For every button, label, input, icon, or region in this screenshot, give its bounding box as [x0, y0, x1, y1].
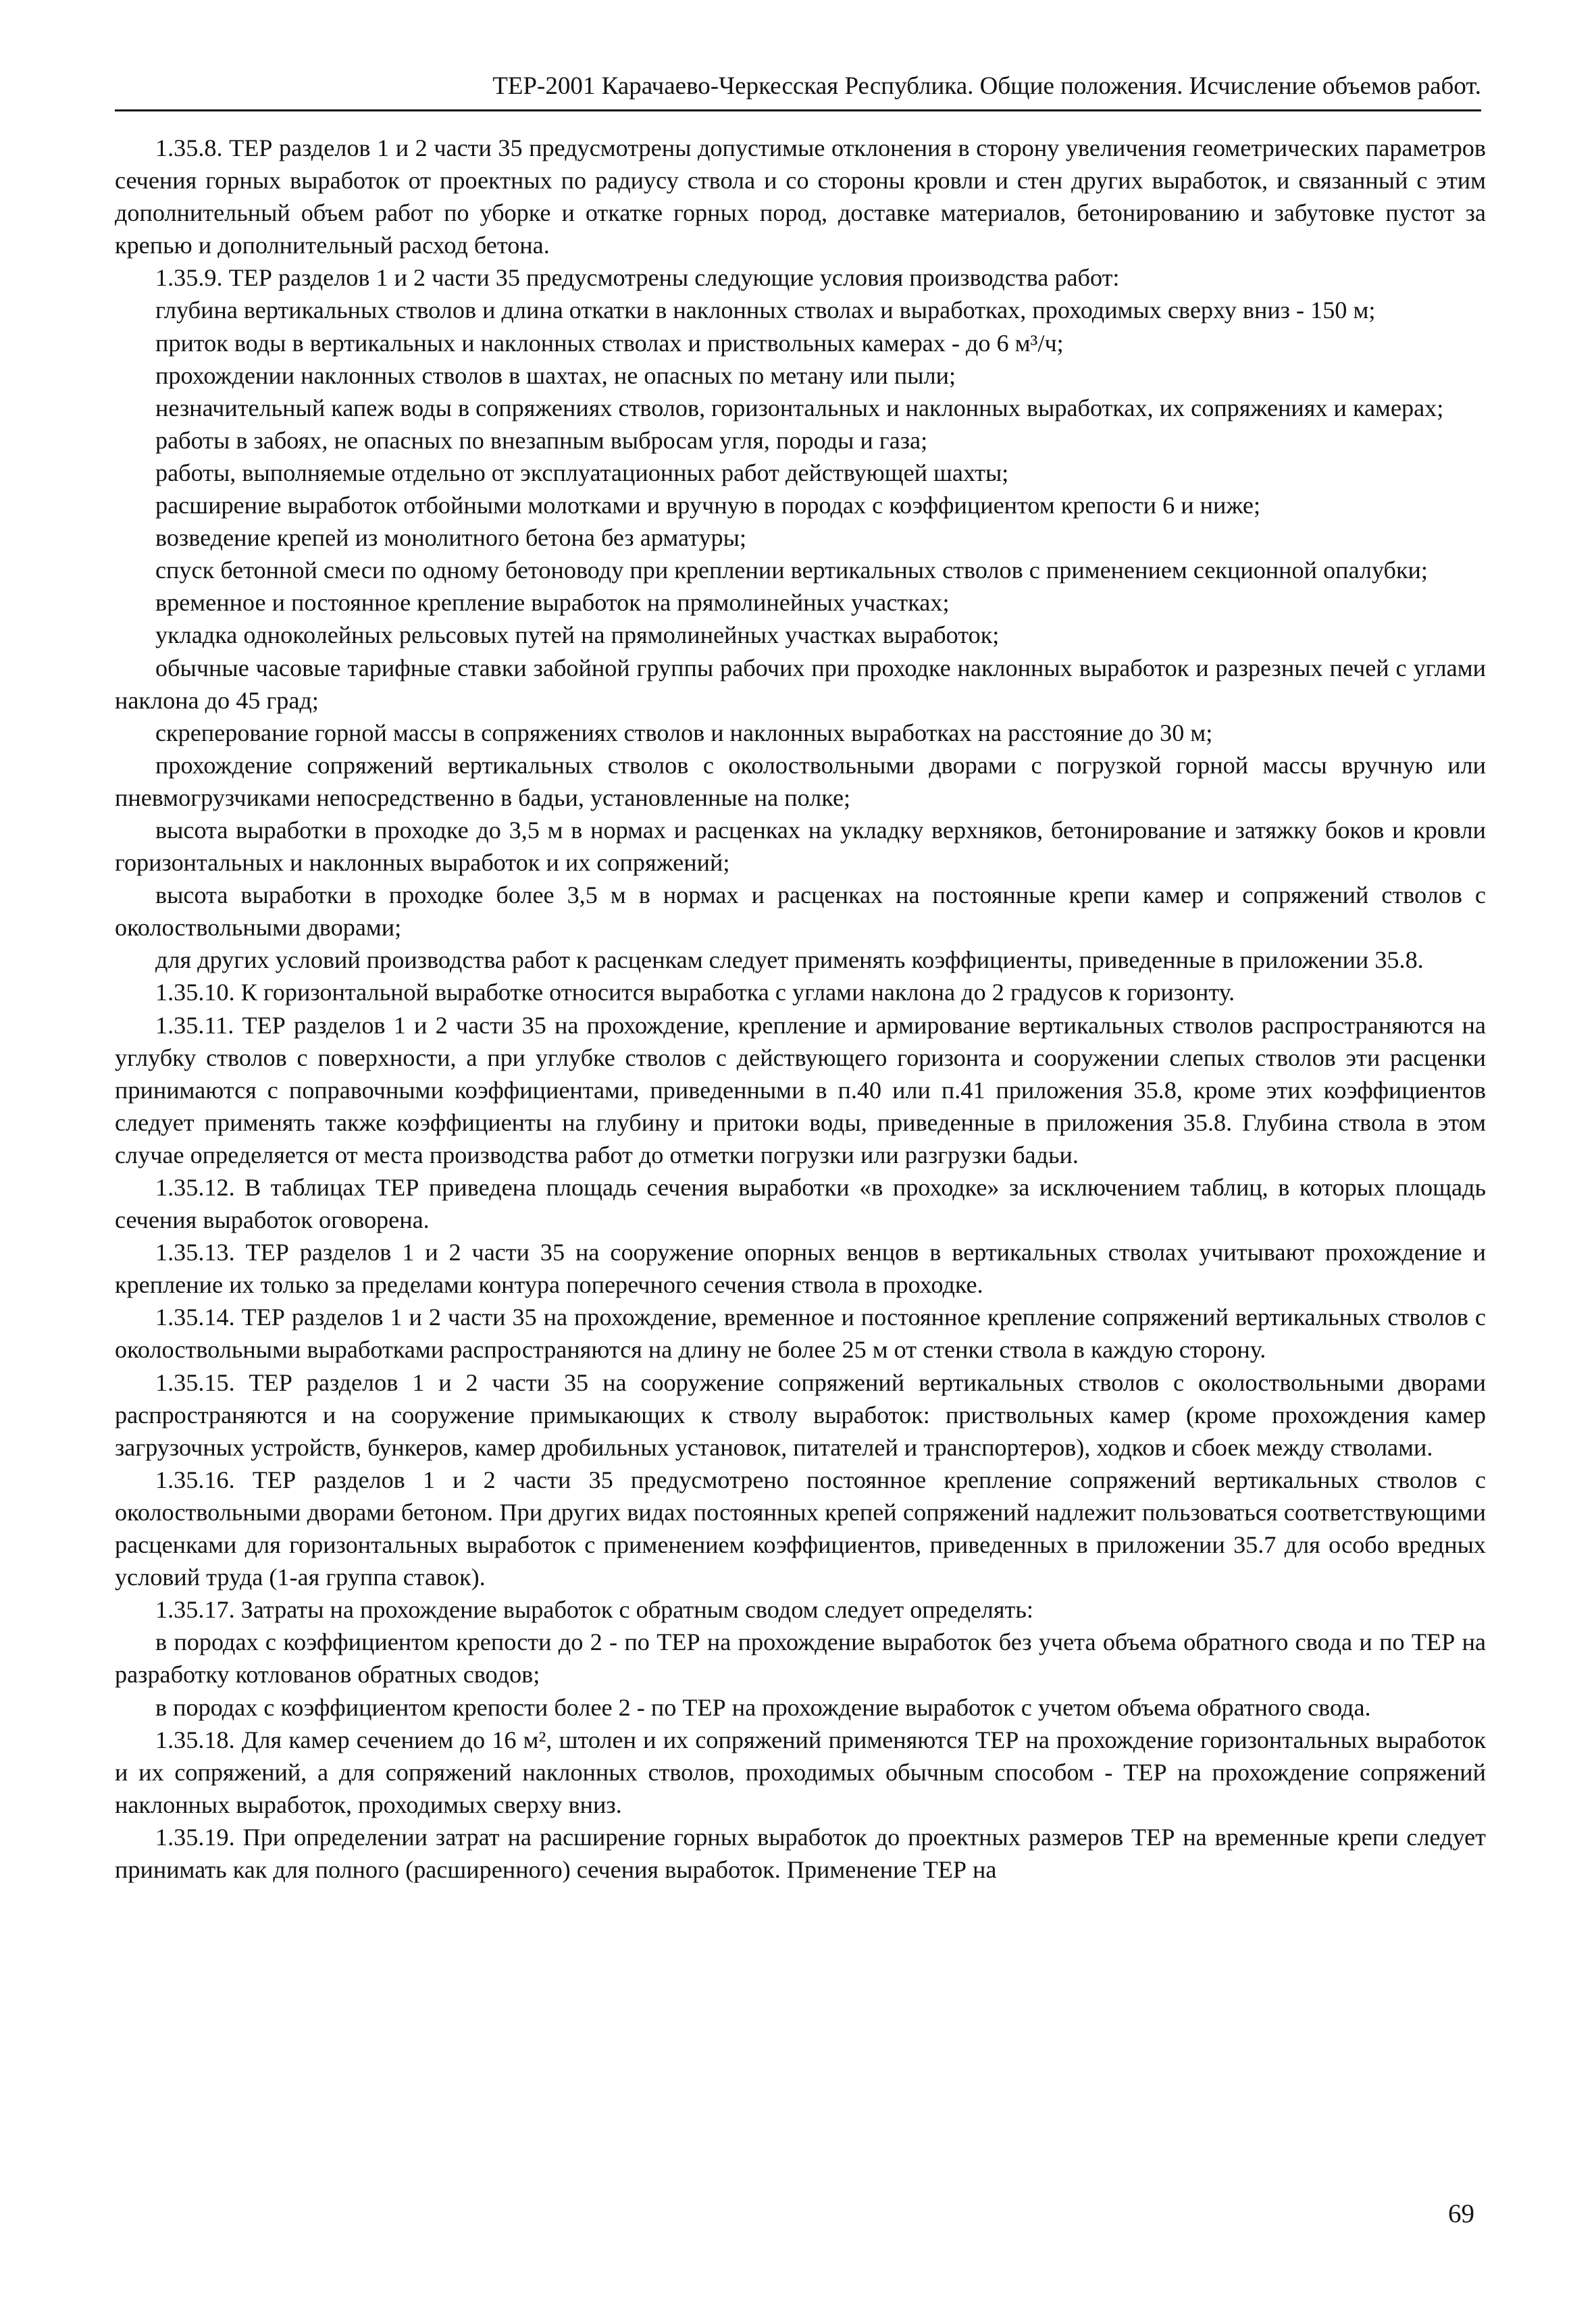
list-item: спуск бетонной смеси по одному бетоноводу при креплении вертикальных стволов с применением секционной опалубки;: [155, 557, 1428, 584]
list-item: скреперование горной массы в сопряжениях стволов и наклонных выработках на расстояние до 30 м;: [155, 719, 1213, 746]
paragraph: 1.35.10. К горизонтальной выработке относится выработка с углами наклона до 2 градусов к горизонту.: [155, 979, 1235, 1006]
header-title: ТЕР-2001 Карачаево-Черкесская Республика. Общие положения. Исчисление объемов работ.: [492, 72, 1481, 100]
list-item: расширение выработок отбойными молотками и вручную в породах с коэффициентом крепости 6 и ниже;: [155, 492, 1261, 519]
paragraph: 1.35.16. ТЕР разделов 1 и 2 части 35 предусмотрено постоянное крепление сопряжений вертикальных стволов с околоствольными дворами бетоном. При других видах постоянных крепей сопряжений надлежит пользоваться соответствующими расценками для горизонтальных выработок с применением коэффициентов, приведенных в приложении 35.7 для особо вредных условий труда (1-ая группа ставок).: [115, 1466, 1486, 1591]
list-item: укладка одноколейных рельсовых путей на прямолинейных участках выработок;: [155, 621, 1000, 649]
paragraph: 1.35.14. ТЕР разделов 1 и 2 части 35 на прохождение, временное и постоянное крепление сопряжений вертикальных стволов с околоствольными выработками распространяются на длину не более 25 м от стенки ствола в каждую сторону.: [115, 1304, 1486, 1364]
page-number: 69: [1448, 2199, 1474, 2228]
list-item: в породах с коэффициентом крепости более 2 - по ТЕР на прохождение выработок с учетом объема обратного свода.: [155, 1693, 1371, 1721]
list-item: высота выработки в проходке до 3,5 м в нормах и расценках на укладку верхняков, бетонирование и затяжку боков и кровли горизонтальных и наклонных выработок и их сопряжений;: [115, 816, 1486, 877]
list-item: возведение крепей из монолитного бетона без арматуры;: [155, 524, 747, 552]
page-header: [115, 68, 1481, 111]
paragraph: 1.35.17. Затраты на прохождение выработок с обратным сводом следует определять:: [155, 1596, 1033, 1624]
list-item: приток воды в вертикальных и наклонных стволах и приствольных камерах - до 6 м³/ч;: [155, 329, 1064, 357]
body-text: [115, 132, 1486, 1886]
list-item: для других условий производства работ к расценкам следует применять коэффициенты, приведенные в приложении 35.8.: [155, 946, 1424, 974]
list-item: временное и постоянное крепление выработок на прямолинейных участках;: [155, 589, 950, 617]
list-item: работы в забоях, не опасных по внезапным выбросам угля, породы и газа;: [155, 426, 928, 454]
list-item: в породах с коэффициентом крепости до 2 - по ТЕР на прохождение выработок без учета объема обратного свода и по ТЕР на разработку котлованов обратных сводов;: [115, 1628, 1486, 1689]
paragraph: 1.35.18. Для камер сечением до 16 м², штолен и их сопряжений применяются ТЕР на прохождение горизонтальных выработок и их сопряжений, а для сопряжений наклонных стволов, проходимых обычным способом - ТЕР на прохождение сопряжений наклонных выработок, проходимых сверху вниз.: [115, 1726, 1486, 1818]
list-item: обычные часовые тарифные ставки забойной группы рабочих при проходке наклонных выработок и разрезных печей с углами наклона до 45 град;: [115, 654, 1486, 714]
paragraph: 1.35.11. ТЕР разделов 1 и 2 части 35 на прохождение, крепление и армирование вертикальных стволов распространяются на углубку стволов с поверхности, а при углубке стволов с действующего горизонта и сооружении слепых стволов эти расценки принимаются с поправочными коэффициентами, приведенными в п.40 или п.41 приложения 35.8, кроме этих коэффициентов следует применять также коэффициенты на глубину и притоки воды, приведенные в приложения 35.8. Глубина ствола в этом случае определяется от места производства работ до отметки погрузки или разгрузки бадьи.: [115, 1011, 1486, 1168]
paragraph: 1.35.9. ТЕР разделов 1 и 2 части 35 предусмотрены следующие условия производства работ:: [155, 264, 1120, 292]
list-item: прохождение сопряжений вертикальных стволов с околоствольными дворами с погрузкой горной массы вручную или пневмогрузчиками непосредственно в бадьи, установленные на полке;: [115, 751, 1486, 811]
paragraph: 1.35.8. ТЕР разделов 1 и 2 части 35 предусмотрены допустимые отклонения в сторону увеличения геометрических параметров сечения горных выработок от проектных по радиусу ствола и со стороны кровли и стен других выработок, и связанный с этим дополнительный объем работ по уборке и откатке горных пород, доставке материалов, бетонированию и забутовке пустот за крепью и дополнительный расход бетона.: [115, 134, 1486, 259]
paragraph: 1.35.12. В таблицах ТЕР приведена площадь сечения выработки «в проходке» за исключением таблиц, в которых площадь сечения выработок оговорена.: [115, 1174, 1486, 1234]
list-item: высота выработки в проходке более 3,5 м в нормах и расценках на постоянные крепи камер и сопряжений стволов с околоствольными дворами;: [115, 881, 1486, 942]
list-item: работы, выполняемые отдельно от эксплуатационных работ действующей шахты;: [155, 459, 1009, 486]
list-item: прохождении наклонных стволов в шахтах, не опасных по метану или пыли;: [155, 361, 956, 389]
paragraph: 1.35.15. ТЕР разделов 1 и 2 части 35 на сооружение сопряжений вертикальных стволов с околоствольными дворами распространяются и на сооружение примыкающих к стволу выработок: приствольных камер (кроме прохождения камер загрузочных устройств, бункеров, камер дробильных установок, питателей и транспортеров), ходков и сбоек между стволами.: [115, 1368, 1486, 1461]
paragraph: 1.35.13. ТЕР разделов 1 и 2 части 35 на сооружение опорных венцов в вертикальных стволах учитывают прохождение и крепление их только за пределами контура поперечного сечения ствола в проходке.: [115, 1239, 1486, 1299]
list-item: незначительный капеж воды в сопряжениях стволов, горизонтальных и наклонных выработках, их сопряжениях и камерах;: [155, 394, 1444, 421]
paragraph: 1.35.19. При определении затрат на расширение горных выработок до проектных размеров ТЕР на временные крепи следует принимать как для полного (расширенного) сечения выработок. Применение ТЕР на: [115, 1823, 1486, 1883]
list-item: глубина вертикальных стволов и длина откатки в наклонных стволах и выработках, проходимых сверху вниз - 150 м;: [155, 297, 1376, 324]
